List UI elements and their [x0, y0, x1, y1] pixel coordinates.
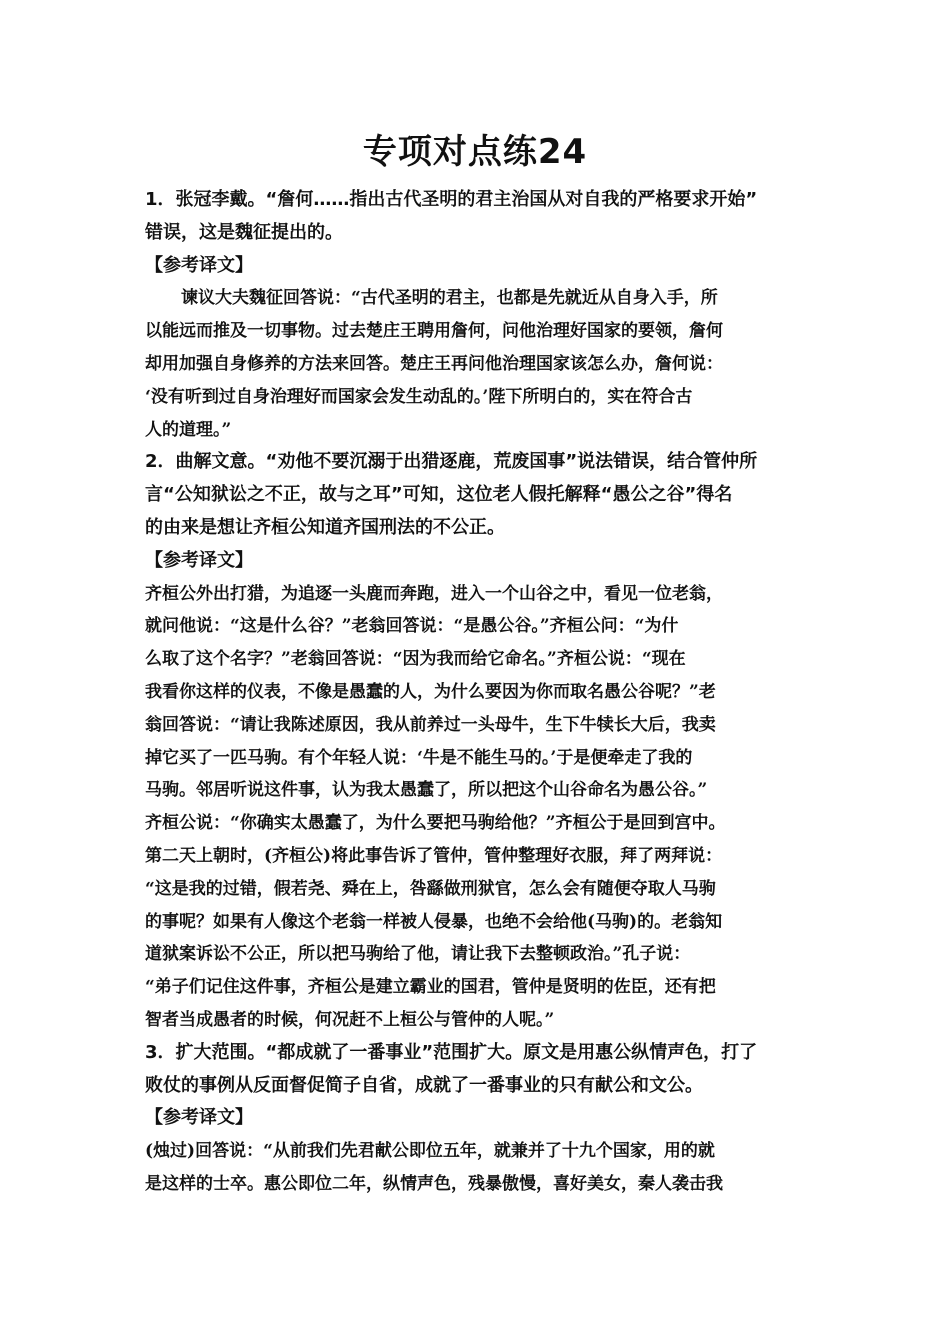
translation-line: 马驹。邻居听说这件事，认为我太愚蠢了，所以把这个山谷命名为愚公谷。” — [145, 780, 708, 801]
answer-line: 3．扩大范围。“都成就了一番事业”范围扩大。原文是用惠公纵情声色，打了 — [145, 1041, 758, 1063]
answer-line: 的由来是想让齐桓公知道齐国刑法的不公正。 — [145, 516, 505, 538]
section-heading: 【参考译文】 — [145, 1107, 253, 1129]
answer-line: 言“公知狱讼之不正，故与之耳”可知，这位老人假托解释“愚公之谷”得名 — [145, 484, 733, 506]
answer-line: 2．曲解文意。“劝他不要沉溺于出猎逐鹿，荒废国事”说法错误，结合管仲所 — [145, 451, 758, 473]
translation-line: 齐桓公外出打猎，为追逐一头鹿而奔跑，进入一个山谷之中，看见一位老翁， — [145, 583, 723, 604]
translation-line: 掉它买了一匹马驹。有个年轻人说：‘牛是不能生马的。’于是便牵走了我的 — [145, 747, 693, 768]
translation-line: 齐桓公说：“你确实太愚蠢了，为什么要把马驹给他？”齐桓公于是回到宫中。 — [145, 813, 726, 834]
translation-line: 却用加强自身修养的方法来回答。楚庄王再问他治理国家该怎么办，詹何说： — [145, 353, 723, 374]
translation-line: 智者当成愚者的时候，何况赶不上桓公与管仲的人呢。” — [145, 1009, 555, 1030]
translation-line: (烛过)回答说：“从前我们先君献公即位五年，就兼并了十九个国家，用的就 — [145, 1141, 715, 1162]
translation-line: 就问他说：“这是什么谷？”老翁回答说：“是愚公谷。”齐桓公问：“为什 — [145, 616, 679, 637]
page-title: 专项对点练24 — [362, 132, 588, 172]
translation-line: 翁回答说：“请让我陈述原因，我从前养过一头母牛，生下牛犊长大后，我卖 — [145, 714, 716, 735]
translation-line: 人的道理。” — [145, 419, 232, 440]
answer-line: 错误，这是魏征提出的。 — [145, 221, 343, 243]
translation-line: 是这样的士卒。惠公即位二年，纵情声色，残暴傲慢，喜好美女，秦人袭击我 — [145, 1173, 723, 1194]
answer-line: 1．张冠李戴。“詹何……指出古代圣明的君主治国从对自我的严格要求开始” — [145, 189, 758, 210]
section-heading: 【参考译文】 — [145, 254, 253, 276]
translation-line: 么取了这个名字？”老翁回答说：“因为我而给它命名。”齐桓公说：“现在 — [145, 649, 686, 670]
translation-line: “这是我的过错，假若尧、舜在上，咎繇做刑狱官，怎么会有随便夺取人马驹 — [145, 878, 716, 899]
translation-line: 第二天上朝时，(齐桓公)将此事告诉了管仲，管仲整理好衣服，拜了两拜说： — [145, 845, 723, 866]
translation-line: 以能远而推及一切事物。过去楚庄王聘用詹何，问他治理好国家的要领，詹何 — [145, 321, 723, 342]
answer-line: 败仗的事例从反面督促简子自省，成就了一番事业的只有献公和文公。 — [145, 1074, 703, 1096]
translation-line: ‘没有听到过自身治理好而国家会发生动乱的。’陛下所明白的，实在符合古 — [145, 386, 693, 407]
document-body — [145, 184, 825, 1201]
translation-line: 我看你这样的仪表，不像是愚蠢的人，为什么要因为你而取名愚公谷呢？”老 — [145, 681, 716, 702]
translation-line: 道狱案诉讼不公正，所以把马驹给了他，请让我下去整顿政治。”孔子说： — [145, 944, 691, 965]
translation-line: 的事呢？如果有人像这个老翁一样被人侵暴，也绝不会给他(马驹)的。老翁知 — [145, 911, 723, 932]
translation-line: “弟子们记住这件事，齐桓公是建立霸业的国君，管仲是贤明的佐臣，还有把 — [145, 977, 716, 998]
translation-line: 谏议大夫魏征回答说：“古代圣明的君主，也都是先就近从自身入手，所 — [181, 288, 718, 309]
section-heading: 【参考译文】 — [145, 549, 253, 571]
